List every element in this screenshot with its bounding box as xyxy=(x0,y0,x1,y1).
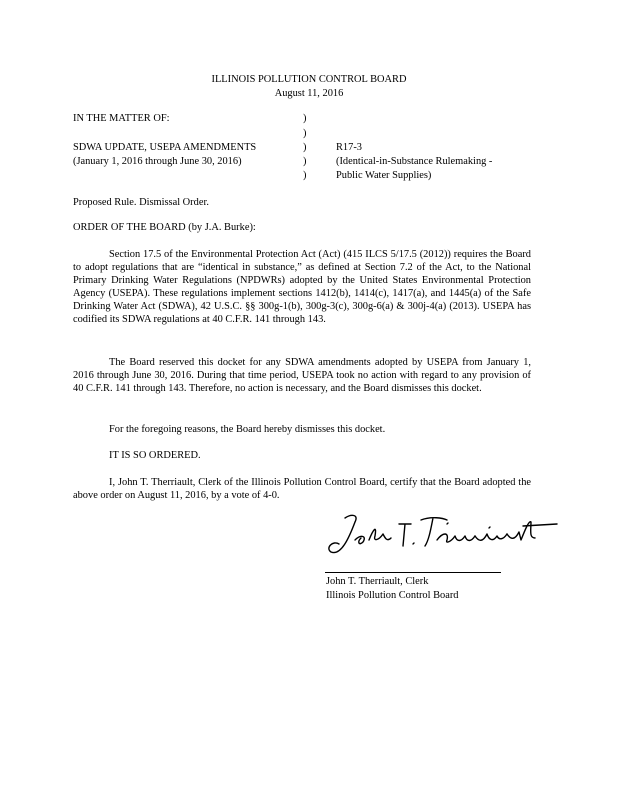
docket-description-line2: Public Water Supplies) xyxy=(336,170,432,181)
clerk-organization: Illinois Pollution Control Board xyxy=(326,590,459,601)
paragraph-dismissal: For the foregoing reasons, the Board hereby dismisses this docket. xyxy=(109,424,386,435)
paragraph-certification: I, John T. Therriault, Clerk of the Illinois Pollution Control Board, certify that the Board adopted the above order on August 11, 2016, by a vote of 4-0. xyxy=(73,477,531,501)
caption-paren: ) xyxy=(303,142,307,153)
order-date: August 11, 2016 xyxy=(274,88,344,99)
signature-line xyxy=(325,572,501,573)
caption-paren: ) xyxy=(303,156,307,167)
caption-title-line2: (January 1, 2016 through June 30, 2016) xyxy=(73,156,242,167)
caption-paren: ) xyxy=(303,128,307,139)
matter-line: IN THE MATTER OF: xyxy=(73,113,170,124)
paragraph-statutory-basis: Section 17.5 of the Environmental Protection Act (Act) (415 ILCS 5/17.5 (2012)) requires the Board to adopt regulations that are “identical in substance,” as defined at Section 7.2 of the Act, to the National Primary Drinking Water Regulations (NPDWRs) adopted by the United States Environmental Protection Agency (USEPA). These regulations implement sections 1412(b), 1414(c), 1417(a), and 1445(a) of the Safe Drinking Water Act (SDWA), 42 U.S.C. §§ 300g-1(b), 300g-3(c), 300g-6(a) & 300j-4(a) (2013). USEPA has codified its SDWA regulations at 40 C.F.R. 141 through 143. xyxy=(73,249,531,325)
paragraph-reservation: The Board reserved this docket for any SDWA amendments adopted by USEPA from January 1, 2016 through June 30, 2016. During that time period, USEPA took no action with regard to any provision of 40 C.F.R. 141 through 143. Therefore, no action is necessary, and the Board dismisses this docket. xyxy=(73,357,531,394)
document-type: Proposed Rule. Dismissal Order. xyxy=(73,197,209,208)
paragraph-so-ordered: IT IS SO ORDERED. xyxy=(109,450,201,461)
docket-description-line1: (Identical-in-Substance Rulemaking - xyxy=(336,156,493,167)
caption-paren: ) xyxy=(303,170,307,181)
caption-title-line1: SDWA UPDATE, USEPA AMENDMENTS xyxy=(73,142,257,153)
signature-image xyxy=(325,510,565,564)
docket-number: R17-3 xyxy=(336,142,362,153)
caption-paren: ) xyxy=(303,113,307,124)
order-heading: ORDER OF THE BOARD (by J.A. Burke): xyxy=(73,222,256,233)
agency-heading: ILLINOIS POLLUTION CONTROL BOARD xyxy=(211,74,407,85)
clerk-name: John T. Therriault, Clerk xyxy=(326,576,429,587)
